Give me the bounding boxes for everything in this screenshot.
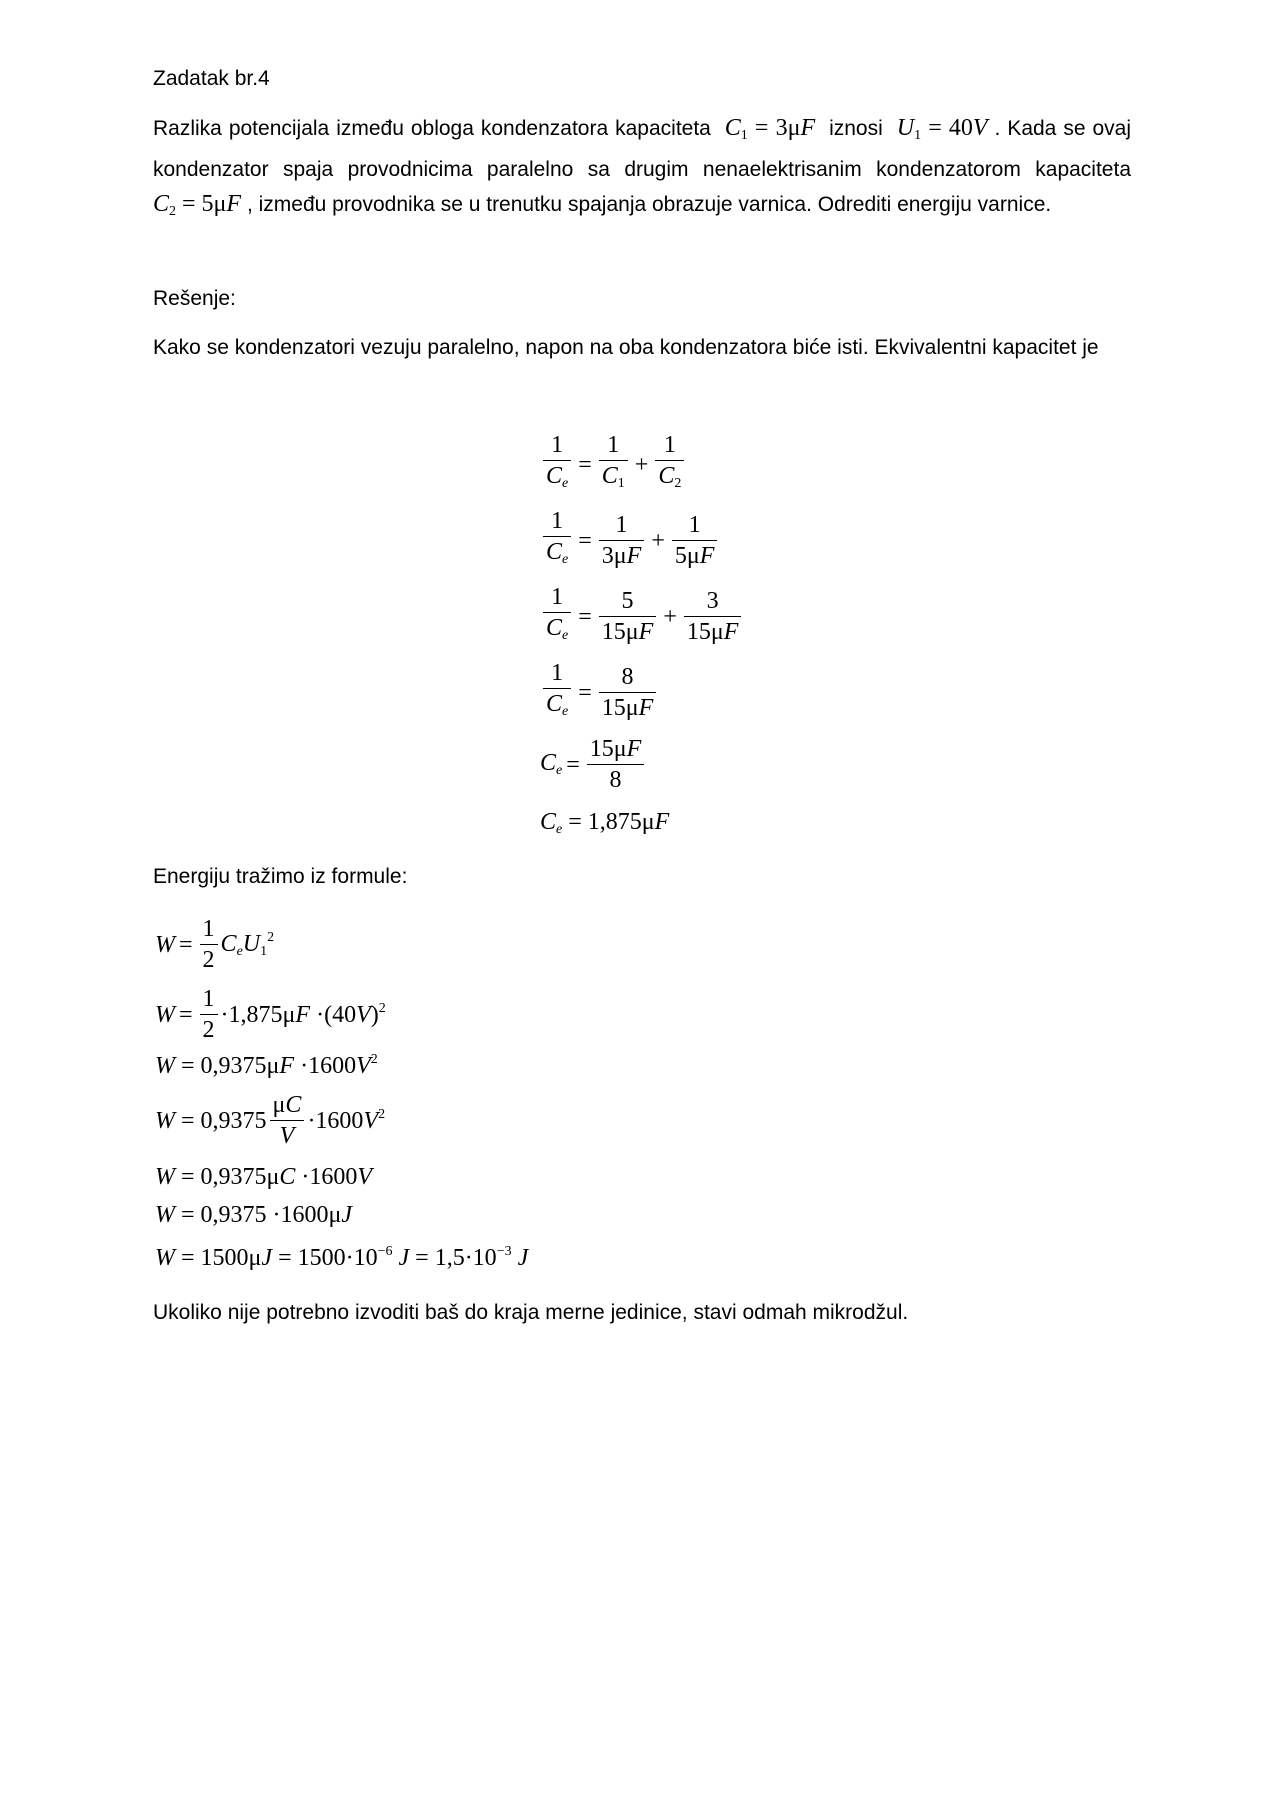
cap-equation-1: $\frac{1}{C_e}$ = $\frac{1}{C_1}$ + $\frac{1}{C_2}$ <box>540 430 687 499</box>
task-intro-text: Razlika potencijala između obloga kondenzatora kapaciteta <box>153 117 711 140</box>
energy-equation-6: W = 0,9375 ·1600μJ <box>155 1202 353 1229</box>
task-statement <box>153 111 1131 229</box>
energy-equation-5: W = 0,9375μC ·1600V <box>155 1164 373 1191</box>
task-text-2: . Kada se ovaj kondenzator spaja provodnicima paralelno sa drugim nenaelektrisanim kondenzatorom kapaciteta <box>153 117 1131 181</box>
task-title: Zadatak br.4 <box>153 67 270 90</box>
u1-value: $U_1 = 40V$ <box>896 115 988 143</box>
energy-equation-2: W = $\frac{1}{2}$ $\cdot 1,875\mu F \cdot(40V)^2$ <box>155 986 386 1043</box>
c1-value: $C_1 = 3\mu F$ <box>724 115 816 143</box>
solution-text: Kako se kondenzatori vezuju paralelno, napon na oba kondenzatora biće isti. Ekvivalentni kapacitet je <box>153 336 1099 359</box>
cap-equation-2: $\frac{1}{C_e}$ = $\frac{1}{3\mu F}$ + $\frac{1}{5\mu F}$ <box>540 506 720 575</box>
energy-equation-3: $W = 0,9375\mu F \cdot 1600V^2$ <box>155 1051 378 1079</box>
cap-equation-6: $C_e = 1,875\mu F$ <box>540 809 670 837</box>
cap-equation-3: $\frac{1}{C_e}$ = $\frac{5}{15\mu F}$ + $\frac{3}{15\mu F}$ <box>540 582 744 651</box>
footer-text: Ukoliko nije potrebno izvoditi baš do kraja merne jedinice, stavi odmah mikrodžul. <box>153 1301 909 1324</box>
c2-value: $C_2 = 5\mu F$ <box>153 191 242 219</box>
task-text-3: , između provodnika se u trenutku spajanja obrazuje varnica. Odrediti energiju varnice. <box>246 193 1052 216</box>
energy-equation-1: W = $\frac{1}{2}$ $C_eU_1^2$ <box>155 916 275 973</box>
cap-equation-4: $\frac{1}{C_e}$ = $\frac{8}{15\mu F}$ <box>540 658 659 727</box>
iznosi-text: iznosi <box>829 117 883 140</box>
energy-text: Energiju tražimo iz formule: <box>153 865 408 888</box>
energy-equation-7: $W = 1500\mu J = 1500\cdot 10^{-6}$ $J = 1,5\cdot 10^{-3}$ J <box>155 1243 529 1271</box>
solution-heading: Rešenje: <box>153 287 236 310</box>
energy-equation-4: W = 0,9375 $\frac{\mu C}{V}$ $\cdot 1600V^2$ <box>155 1092 386 1149</box>
cap-equation-5: $C_e$ = $\frac{15\mu F}{8}$ <box>540 734 647 795</box>
